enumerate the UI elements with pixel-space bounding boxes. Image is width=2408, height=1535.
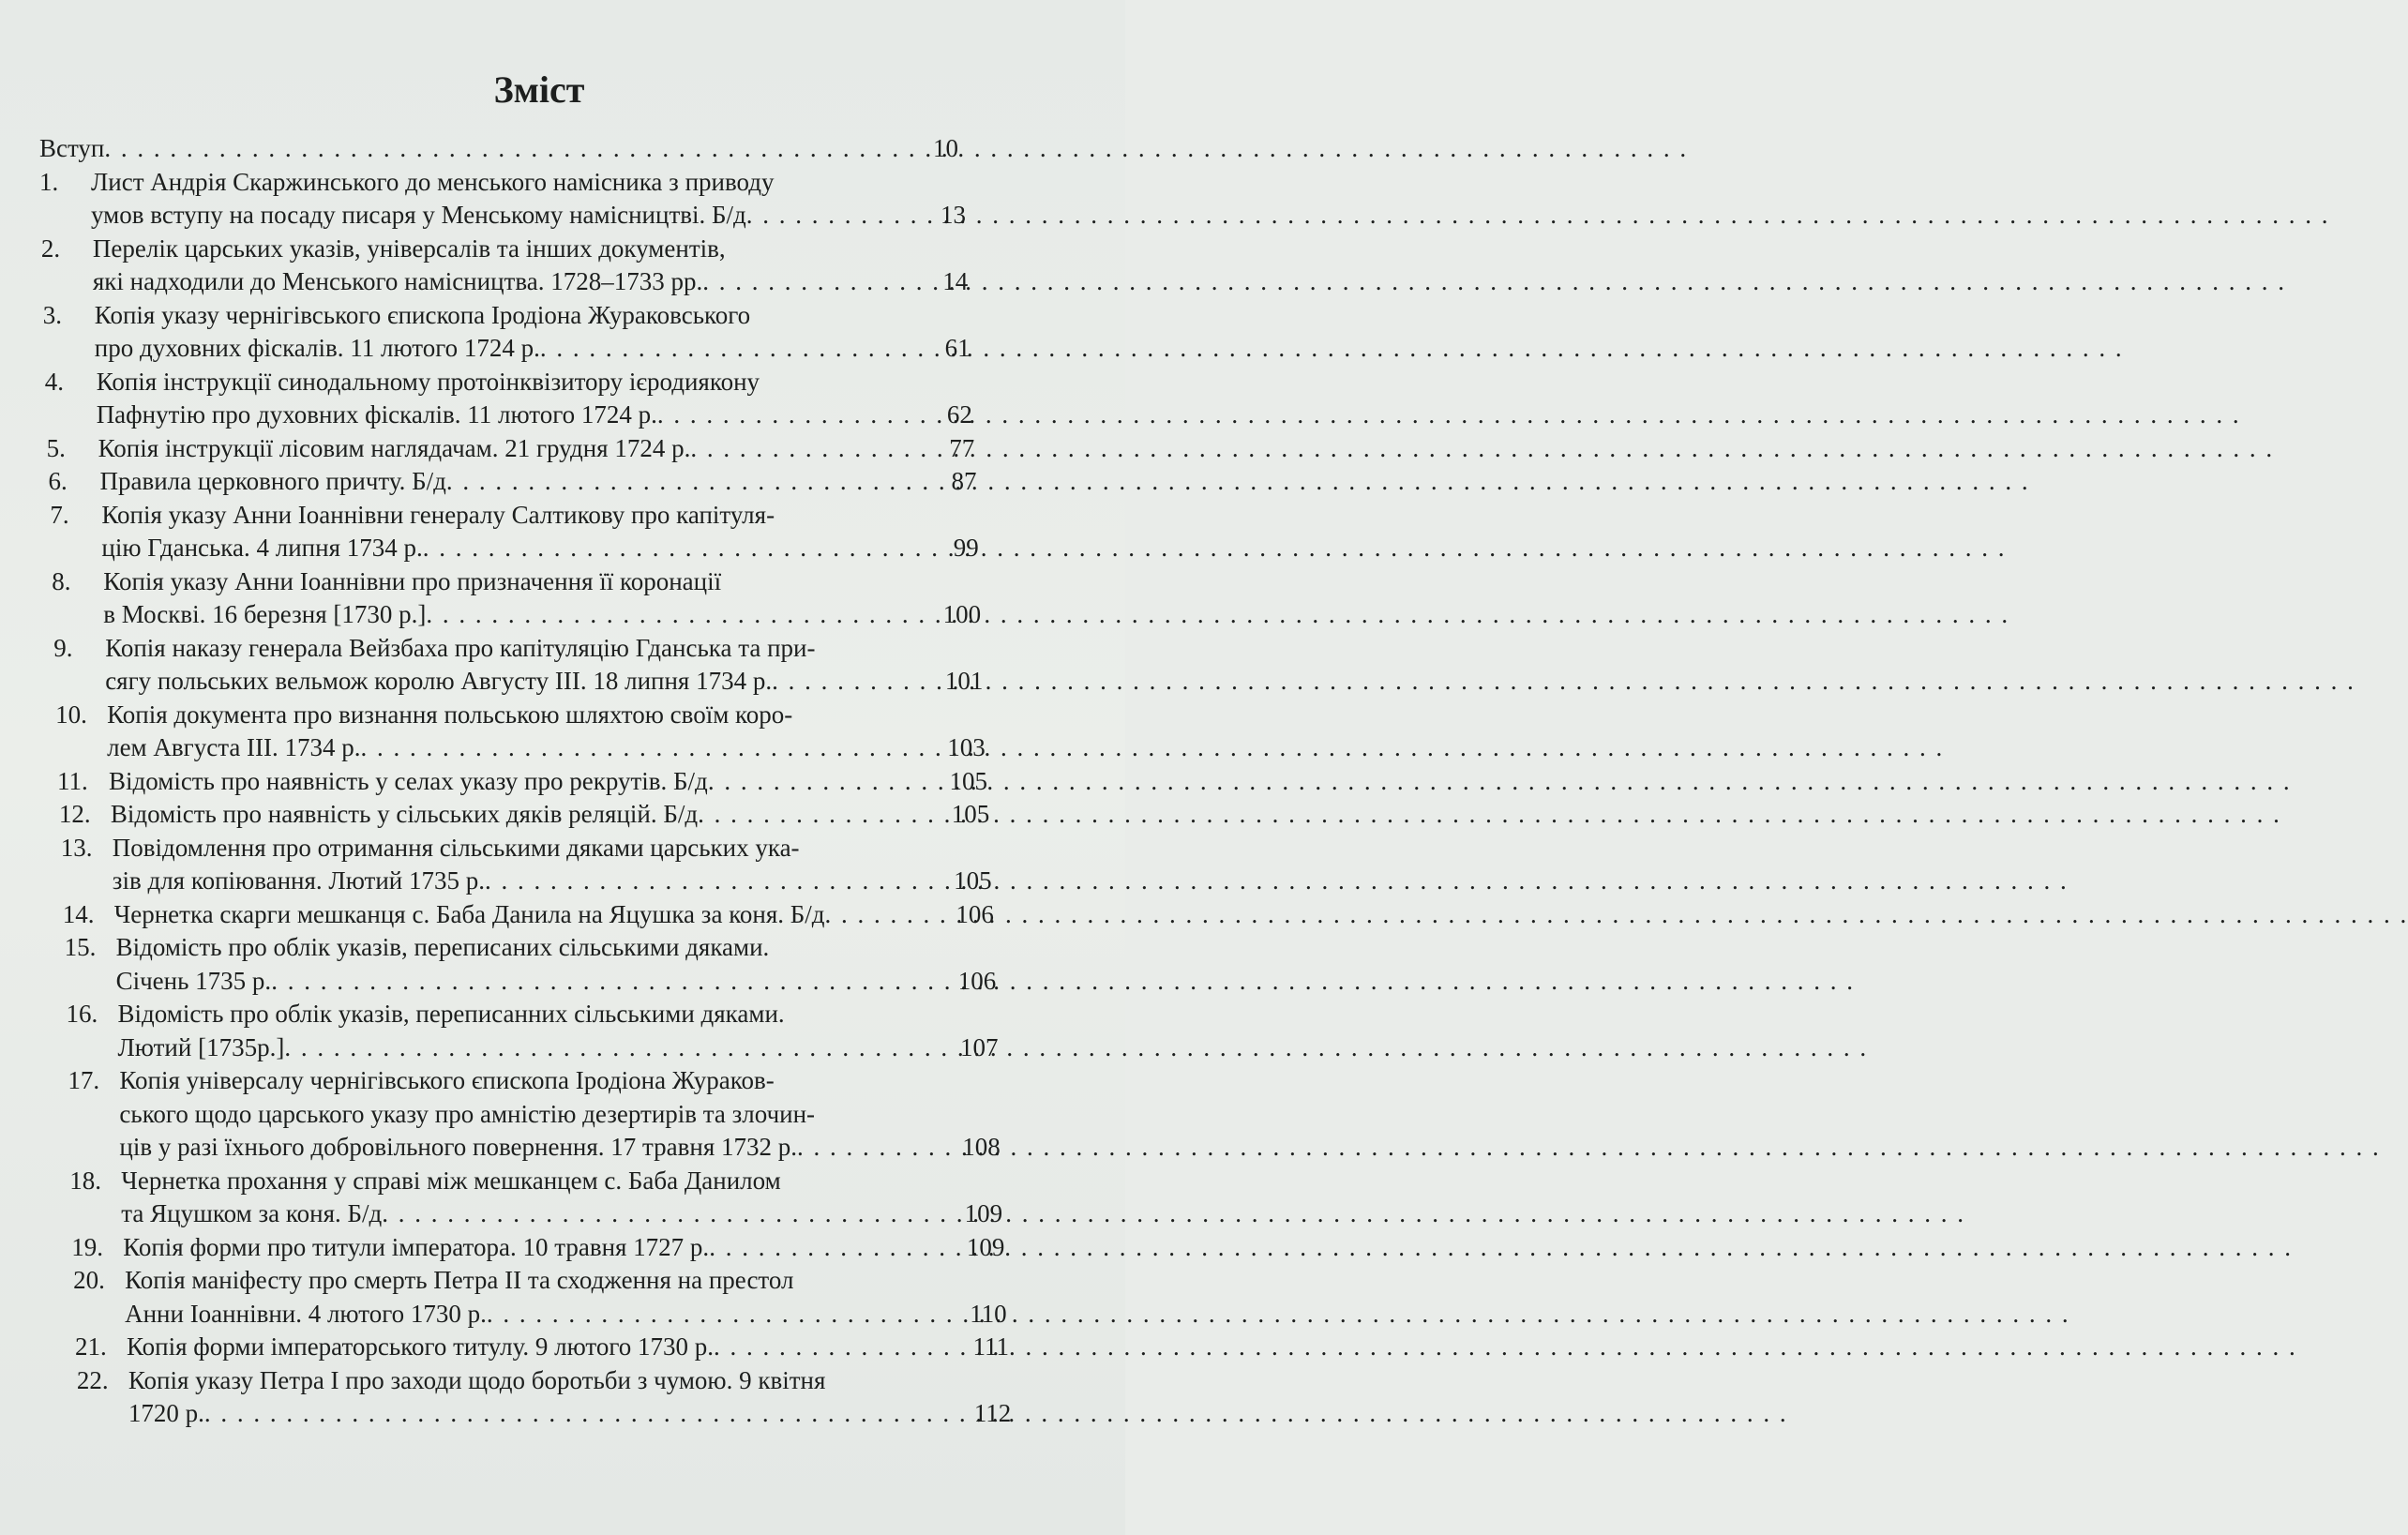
toc-entry-line bbox=[57, 764, 987, 798]
toc-entry-line bbox=[95, 331, 971, 365]
toc-entry-line bbox=[103, 597, 981, 631]
toc-intro-page: 10 bbox=[933, 134, 958, 162]
toc-intro-text: Вступ bbox=[39, 134, 105, 162]
toc-entry-text: Копія указу чернігівського єпископа Іродіона Жураковського bbox=[94, 300, 751, 329]
toc-entry-line bbox=[39, 165, 966, 199]
toc-entry-line bbox=[48, 464, 977, 498]
toc-entry-page: 101 bbox=[944, 667, 984, 695]
toc-entry-text: Лютий [1735р.] bbox=[117, 1032, 285, 1061]
toc-entry-text: Копія форми імператорського титулу. 9 лютого 1730 р. bbox=[127, 1332, 715, 1361]
toc-entry-line bbox=[128, 1396, 1011, 1430]
toc-entry-number: 3. bbox=[42, 300, 63, 329]
toc-entry-number: 9. bbox=[53, 633, 73, 662]
toc-entry-page: 103 bbox=[947, 733, 986, 761]
dot-leader bbox=[540, 331, 940, 365]
toc-entry-number: 11. bbox=[57, 766, 88, 795]
toc-entry-line bbox=[64, 930, 997, 964]
toc-entry-line bbox=[68, 1063, 1000, 1097]
toc-entry-text: Копія маніфесту про смерть Петра ІІ та сходження на престол bbox=[125, 1266, 794, 1294]
toc-entry-page: 109 bbox=[966, 1232, 1005, 1261]
toc-entry-number: 21. bbox=[75, 1332, 107, 1361]
toc-entry-text: Чернетка скарги мешканця с. Баба Данила на Яцушка за коня. Б/д bbox=[113, 899, 825, 928]
toc-entry-number: 12. bbox=[58, 800, 91, 828]
toc-entry-line bbox=[44, 365, 972, 399]
toc-entry-text: Правила церковного причту. Б/д bbox=[99, 467, 446, 495]
toc-entry-number: 20. bbox=[73, 1266, 105, 1294]
toc-entry-line bbox=[107, 730, 986, 764]
toc-entry-text: сягу польських вельмож королю Августу ІІІ. 18 липня 1734 р. bbox=[105, 667, 773, 695]
toc-entry-text: Перелік царських указів, універсалів та інших документів, bbox=[92, 233, 726, 263]
toc-entry-line bbox=[75, 1330, 1009, 1363]
dot-leader bbox=[426, 597, 937, 631]
dot-leader bbox=[361, 730, 942, 764]
toc-entry-page: 13 bbox=[941, 201, 966, 229]
toc-entry-line bbox=[40, 232, 968, 265]
toc-entry-line bbox=[55, 698, 986, 731]
toc-entry-text: Копія документа про визнання польською шляхтою своїм коро- bbox=[107, 700, 793, 729]
toc-entry-line bbox=[42, 298, 971, 332]
toc-entry-text: лем Августа ІІІ. 1734 р. bbox=[107, 733, 361, 761]
toc-entry-text: Відомість про наявність у селах указу про рекрутів. Б/д bbox=[109, 766, 708, 795]
toc-intro-line bbox=[39, 131, 958, 165]
toc-entry-text: Копія наказу генерала Вейзбаха про капітуляцію Гданська та при- bbox=[105, 633, 816, 662]
toc-entry-text: Відомість про наявність у сільських дяків реляцій. Б/д bbox=[110, 800, 699, 828]
dot-leader bbox=[690, 431, 943, 465]
dot-leader bbox=[382, 1196, 958, 1230]
toc-entry-text: 1720 р. bbox=[128, 1399, 204, 1427]
dot-leader bbox=[746, 198, 935, 232]
toc-entry-line bbox=[125, 1297, 1007, 1331]
dot-leader bbox=[423, 531, 948, 564]
toc-entry-text: Анни Іоаннівни. 4 лютого 1730 р. bbox=[125, 1299, 487, 1328]
dot-leader bbox=[702, 264, 937, 298]
toc-entry-line bbox=[73, 1263, 1007, 1297]
toc-entry-page: 100 bbox=[942, 600, 982, 628]
dot-leader bbox=[708, 764, 944, 798]
toc-entry-line bbox=[46, 431, 975, 465]
toc-entry-line bbox=[66, 997, 999, 1031]
toc-entry-line bbox=[76, 1363, 1011, 1397]
toc-entry-text: Копія інструкції синодальному протоінквізитору ієродиякону bbox=[96, 367, 760, 396]
toc-entry-page: 108 bbox=[962, 1133, 1001, 1161]
toc-entry-line bbox=[113, 864, 992, 897]
toc-entry-line bbox=[60, 831, 992, 865]
toc-entry-text: Січень 1735 р. bbox=[115, 966, 272, 995]
toc-entry-number: 10. bbox=[55, 700, 87, 729]
toc-entry-text: в Москві. 16 березня [1730 р.] bbox=[103, 600, 427, 628]
toc-entry-text: про духовних фіскалів. 11 лютого 1724 р. bbox=[94, 334, 540, 362]
dot-leader bbox=[446, 464, 946, 498]
toc-entry-page: 77 bbox=[949, 433, 975, 462]
toc-entry-line bbox=[53, 631, 983, 665]
dot-leader bbox=[487, 1297, 964, 1331]
toc-entry-text: Копія інструкції лісовим наглядачам. 21 грудня 1724 р. bbox=[98, 433, 691, 462]
toc-entry-line bbox=[116, 964, 997, 998]
dot-leader bbox=[709, 1230, 961, 1264]
toc-entry-page: 99 bbox=[953, 534, 979, 562]
toc-entry-number: 18. bbox=[69, 1166, 102, 1195]
toc-entry-page: 14 bbox=[942, 267, 969, 295]
toc-entry-page: 106 bbox=[957, 966, 997, 995]
toc-entry-text: Пафнутію про духовних фіскалів. 11 лютого 1724 р. bbox=[96, 400, 657, 429]
toc-entry-line bbox=[118, 1031, 999, 1064]
toc-entry-page: 109 bbox=[964, 1199, 1003, 1227]
toc-entry-text: ців у разі їхнього добровільного повернення. 17 травня 1732 р. bbox=[119, 1133, 798, 1161]
toc-entry-number: 19. bbox=[71, 1232, 103, 1261]
toc-entry-page: 105 bbox=[949, 766, 987, 795]
toc-entry-line bbox=[69, 1164, 1002, 1197]
toc-entry-page: 61 bbox=[944, 334, 971, 362]
toc-entry-page: 105 bbox=[951, 800, 990, 828]
dot-leader bbox=[772, 664, 940, 698]
dot-leader bbox=[104, 131, 927, 165]
toc-entry-number: 16. bbox=[66, 1000, 98, 1028]
toc-entry-line bbox=[91, 198, 966, 232]
toc-entry-page: 105 bbox=[954, 866, 992, 895]
toc-entry-text: Копія указу Анни Іоаннівни про призначення її коронації bbox=[103, 566, 722, 595]
toc-entry-number: 2. bbox=[40, 233, 61, 263]
document-page bbox=[0, 0, 1125, 1535]
toc-entry-line bbox=[58, 797, 990, 831]
toc-entry-number: 5. bbox=[46, 433, 66, 462]
toc-entry-line bbox=[52, 564, 981, 598]
toc-entry-page: 112 bbox=[973, 1399, 1012, 1427]
toc-entry-number: 1. bbox=[39, 167, 59, 196]
toc-entry-text: Відомість про облік указів, переписаних сільськими дяками. bbox=[115, 933, 770, 961]
dot-leader bbox=[825, 897, 951, 931]
toc-entry-line bbox=[121, 1196, 1002, 1230]
dot-leader bbox=[271, 964, 953, 998]
toc-entry-text: Копія форми про титули імператора. 10 травня 1727 р. bbox=[123, 1232, 710, 1261]
dot-leader bbox=[284, 1031, 955, 1064]
dot-leader bbox=[714, 1330, 967, 1363]
toc-entry-text: цію Гданська. 4 липня 1734 р. bbox=[101, 534, 423, 562]
toc-entry-text: ського щодо царського указу про амністію дезертирів та злочин- bbox=[119, 1099, 816, 1128]
toc-entry-number: 4. bbox=[44, 367, 64, 396]
toc-entry-page: 62 bbox=[946, 400, 972, 429]
toc-entry-line bbox=[50, 498, 978, 532]
toc-entry-line bbox=[71, 1230, 1005, 1264]
toc-entry-number: 14. bbox=[62, 899, 95, 928]
page-title: Зміст bbox=[493, 68, 585, 111]
toc-entry-text: які надходили до Менського намісництва. 1728–1733 рр. bbox=[92, 267, 703, 295]
dot-leader bbox=[204, 1396, 969, 1430]
toc-entry-number: 6. bbox=[48, 467, 68, 495]
dot-leader bbox=[698, 797, 946, 831]
toc-entry-page: 111 bbox=[972, 1332, 1009, 1361]
toc-entry-text: Чернетка прохання у справі між мешканцем с. Баба Данилом bbox=[121, 1166, 781, 1195]
toc-entry-page: 110 bbox=[970, 1299, 1007, 1328]
toc-entry-text: Повідомлення про отримання сільськими дяками царських ука- bbox=[112, 833, 800, 862]
toc-entry-line bbox=[97, 398, 972, 431]
dot-leader bbox=[797, 1130, 956, 1164]
toc-entry-number: 13. bbox=[60, 833, 93, 862]
toc-entry-page: 87 bbox=[951, 467, 977, 495]
toc-entry-text: Копія універсалу чернігівського єпископа Іродіона Жураков- bbox=[119, 1066, 775, 1094]
toc-entry-line bbox=[101, 531, 978, 564]
toc-entry-number: 7. bbox=[50, 500, 69, 529]
toc-entry-page: 106 bbox=[956, 899, 994, 928]
toc-entry-text: та Яцушком за коня. Б/д bbox=[121, 1199, 383, 1227]
toc-entry-text: Відомість про облік указів, переписанних сільськими дяками. bbox=[117, 1000, 785, 1028]
toc-entry-line bbox=[62, 897, 994, 931]
toc-entry-text: зів для копіювання. Лютий 1735 р. bbox=[112, 866, 485, 895]
toc-entry-line bbox=[105, 664, 983, 698]
toc-entry-number: 22. bbox=[76, 1365, 109, 1394]
dot-leader bbox=[485, 864, 948, 897]
toc-entry-text: Копія указу Анни Іоаннівни генералу Салтикову про капітуля- bbox=[101, 500, 775, 529]
toc-entry-line bbox=[93, 264, 968, 298]
toc-entry-text: Лист Андрія Скаржинського до менського намісника з приводу bbox=[91, 167, 775, 196]
toc-entry-line bbox=[119, 1097, 1000, 1131]
toc-entry-number: 8. bbox=[52, 566, 71, 595]
toc-entry-number: 17. bbox=[68, 1066, 100, 1094]
dot-leader bbox=[657, 398, 941, 431]
toc-entry-text: Копія указу Петра І про заходи щодо боротьби з чумою. 9 квітня bbox=[128, 1365, 826, 1394]
toc-entry-line bbox=[119, 1130, 1000, 1164]
toc-entry-text: умов вступу на посаду писаря у Менському намісництві. Б/д bbox=[91, 201, 746, 229]
toc-entry-number: 15. bbox=[64, 933, 97, 961]
toc-entry-page: 107 bbox=[960, 1032, 999, 1061]
